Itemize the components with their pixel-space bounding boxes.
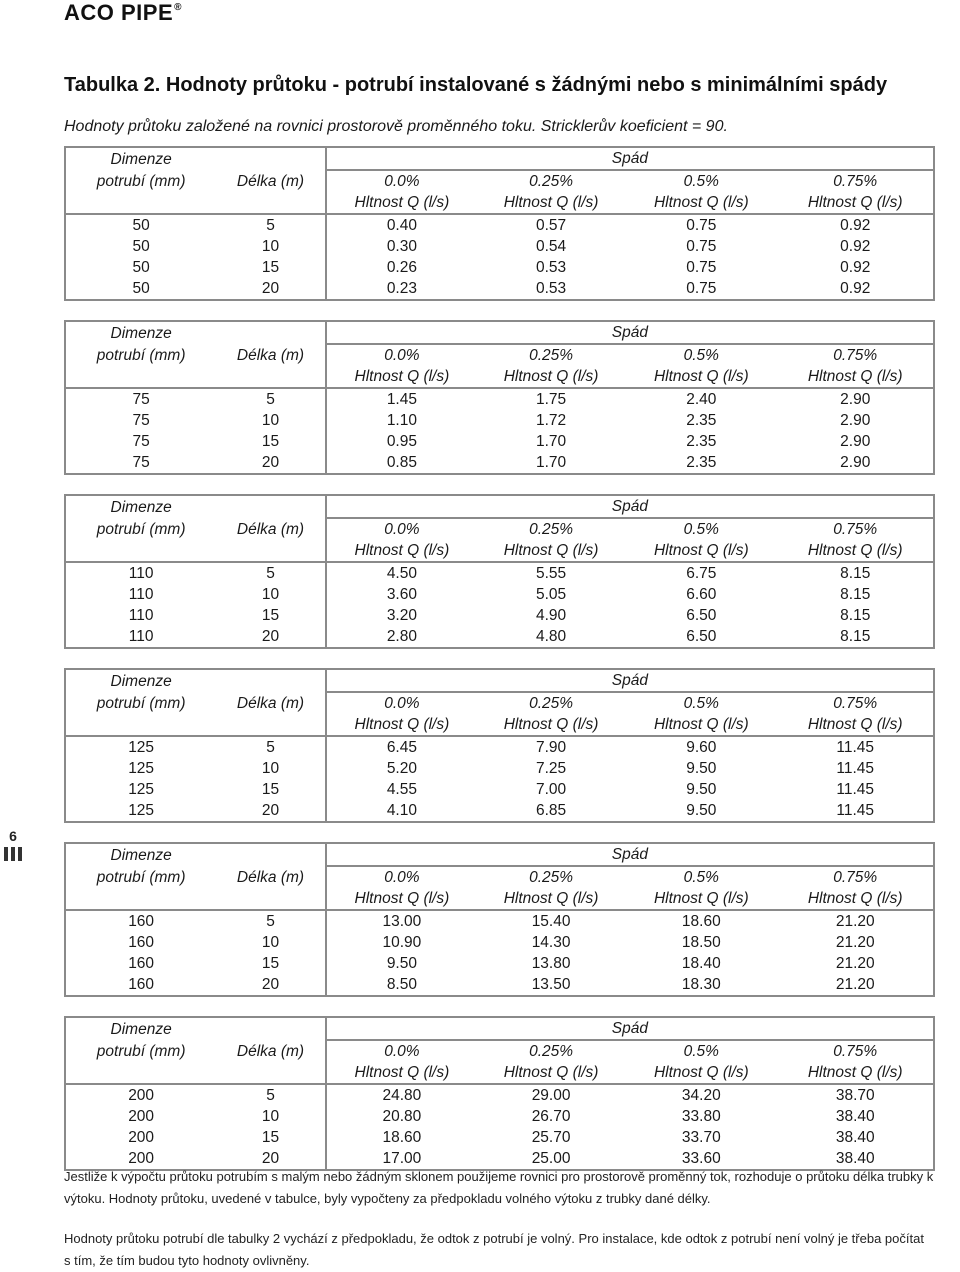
hltnost-label: Hltnost Q (l/s) — [625, 1062, 777, 1084]
flow-value-cell: 10.90 — [382, 934, 422, 951]
flow-value-cell: 7.25 — [536, 760, 567, 777]
flow-value-cell: 7.90 — [536, 739, 567, 756]
flow-value-cell: 18.30 — [681, 976, 721, 993]
flow-value-cell: 2.35 — [686, 412, 717, 429]
table-row — [65, 974, 934, 996]
flow-value-cell: 0.57 — [536, 217, 567, 234]
dimenze-label: Dimenze — [110, 498, 172, 516]
flow-value-cell: 6.85 — [536, 802, 567, 819]
page-marker-bars — [2, 847, 24, 861]
table-row — [65, 257, 934, 278]
length-cell: 15 — [216, 431, 326, 452]
header-row — [65, 540, 934, 562]
potrubi-label: potrubí (mm) — [96, 868, 186, 886]
flow-value-cell: 25.00 — [531, 1150, 571, 1167]
dimension-cell: 50 — [132, 259, 150, 276]
flow-value-cell: 5.05 — [536, 586, 567, 603]
hltnost-label: Hltnost Q (l/s) — [326, 888, 477, 910]
dimenze-label: Dimenze — [110, 1020, 172, 1038]
flow-value-cell: 2.90 — [840, 412, 871, 429]
flow-value-cell: 2.40 — [686, 391, 717, 408]
dimension-cell: 160 — [128, 955, 155, 972]
flow-value-cell: 0.85 — [386, 454, 417, 471]
flow-value-cell: 1.70 — [536, 433, 567, 450]
hltnost-label: Hltnost Q (l/s) — [625, 888, 777, 910]
header-row — [65, 1017, 934, 1040]
flow-value-cell: 11.45 — [836, 739, 875, 756]
spad-label: Spád — [326, 669, 934, 692]
dimension-cell: 75 — [132, 412, 150, 429]
flow-value-cell: 5.55 — [536, 565, 567, 582]
dimension-cell: 110 — [128, 628, 154, 645]
hltnost-label: Hltnost Q (l/s) — [625, 366, 777, 388]
flow-value-cell: 21.20 — [835, 934, 875, 951]
dimension-cell: 125 — [128, 802, 155, 819]
flow-value-cell: 0.75 — [686, 259, 717, 276]
flow-value-cell: 21.20 — [835, 976, 875, 993]
empty-cell — [216, 147, 326, 170]
table-row — [65, 736, 934, 758]
flow-table — [64, 146, 935, 301]
slope-label: 0.5% — [683, 1043, 719, 1060]
flow-value-cell: 20.80 — [382, 1108, 422, 1125]
page-title: Tabulka 2. Hodnoty průtoku - potrubí instalované s žádnými nebo s minimálními spády — [64, 74, 888, 96]
flow-tables — [64, 146, 935, 1190]
length-cell: 10 — [216, 410, 326, 431]
length-cell: 15 — [216, 1127, 326, 1148]
header-row — [65, 192, 934, 214]
empty-cell — [216, 843, 326, 866]
flow-value-cell: 18.50 — [681, 934, 721, 951]
slope-label: 0.75% — [833, 173, 878, 190]
table-row — [65, 431, 934, 452]
header-row — [65, 518, 934, 540]
table-row — [65, 910, 934, 932]
delka-label: Délka (m) — [216, 866, 326, 888]
slope-label: 0.25% — [529, 347, 574, 364]
flow-value-cell: 38.40 — [835, 1150, 875, 1167]
flow-value-cell: 2.90 — [840, 454, 871, 471]
flow-value-cell: 1.45 — [386, 391, 417, 408]
page-subtitle: Hodnoty průtoku založené na rovnici prostorově proměnného toku. Stricklerův koeficient = 90. — [64, 118, 728, 135]
flow-table — [64, 320, 935, 475]
hltnost-label: Hltnost Q (l/s) — [777, 366, 934, 388]
length-cell: 10 — [216, 932, 326, 953]
flow-value-cell: 0.75 — [686, 238, 717, 255]
flow-value-cell: 4.10 — [386, 802, 417, 819]
flow-value-cell: 18.60 — [681, 913, 721, 930]
table-row — [65, 452, 934, 474]
flow-value-cell: 9.50 — [686, 781, 717, 798]
slope-label: 0.5% — [683, 521, 719, 538]
table-row — [65, 214, 934, 236]
empty-cell — [216, 321, 326, 344]
dimension-cell: 50 — [132, 238, 150, 255]
page-number: 6 — [9, 828, 17, 844]
empty-cell — [65, 1062, 216, 1084]
potrubi-label: potrubí (mm) — [96, 172, 186, 190]
slope-label: 0.5% — [683, 173, 719, 190]
dimenze-label: Dimenze — [110, 150, 172, 168]
footnote-2: Hodnoty průtoku potrubí dle tabulky 2 vychází z předpokladu, že odtok z potrubí je volný. Pro instalace, kde odtok z potrubí není volný je třeba počítat s tím, že tím budou tyto hodnoty ovlivněny. — [64, 1231, 924, 1268]
hltnost-label: Hltnost Q (l/s) — [326, 1062, 477, 1084]
slope-label: 0.0% — [384, 173, 420, 190]
flow-table — [64, 668, 935, 823]
slope-label: 0.25% — [529, 173, 574, 190]
hltnost-label: Hltnost Q (l/s) — [326, 192, 477, 214]
flow-value-cell: 18.40 — [681, 955, 721, 972]
empty-cell — [216, 366, 326, 388]
length-cell: 5 — [216, 562, 326, 584]
dimension-cell: 125 — [128, 781, 155, 798]
header-row — [65, 170, 934, 192]
flow-value-cell: 13.50 — [531, 976, 571, 993]
flow-value-cell: 38.40 — [835, 1108, 875, 1125]
spad-label: Spád — [326, 843, 934, 866]
potrubi-label: potrubí (mm) — [96, 1042, 186, 1060]
slope-label: 0.75% — [833, 869, 878, 886]
table-row — [65, 236, 934, 257]
empty-cell — [216, 714, 326, 736]
flow-table — [64, 842, 935, 997]
header-row — [65, 714, 934, 736]
flow-value-cell: 38.40 — [835, 1129, 875, 1146]
slope-label: 0.75% — [833, 695, 878, 712]
table-row — [65, 1127, 934, 1148]
header-row — [65, 888, 934, 910]
length-cell: 10 — [216, 1106, 326, 1127]
length-cell: 5 — [216, 910, 326, 932]
flow-value-cell: 0.92 — [840, 280, 871, 297]
table-row — [65, 1106, 934, 1127]
dimension-cell: 50 — [132, 217, 150, 234]
flow-value-cell: 0.53 — [536, 259, 567, 276]
length-cell: 15 — [216, 605, 326, 626]
empty-cell — [216, 192, 326, 214]
flow-value-cell: 15.40 — [531, 913, 571, 930]
table-row — [65, 626, 934, 648]
header-row — [65, 1040, 934, 1062]
flow-value-cell: 3.60 — [386, 586, 417, 603]
dimenze-label: Dimenze — [110, 672, 172, 690]
header-row — [65, 866, 934, 888]
length-cell: 5 — [216, 388, 326, 410]
dimenze-label: Dimenze — [110, 324, 172, 342]
flow-value-cell: 5.20 — [386, 760, 417, 777]
flow-value-cell: 6.45 — [386, 739, 417, 756]
hltnost-label: Hltnost Q (l/s) — [777, 1062, 934, 1084]
table-row — [65, 605, 934, 626]
table-row — [65, 800, 934, 822]
slope-label: 0.5% — [683, 695, 719, 712]
length-cell: 10 — [216, 236, 326, 257]
hltnost-label: Hltnost Q (l/s) — [777, 540, 934, 562]
slope-label: 0.0% — [384, 695, 420, 712]
table-row — [65, 953, 934, 974]
flow-value-cell: 25.70 — [531, 1129, 571, 1146]
header-row — [65, 669, 934, 692]
flow-value-cell: 8.50 — [386, 976, 417, 993]
flow-value-cell: 33.80 — [681, 1108, 721, 1125]
length-cell: 20 — [216, 626, 326, 648]
dimension-cell: 110 — [128, 586, 154, 603]
flow-value-cell: 4.90 — [536, 607, 567, 624]
table-row — [65, 758, 934, 779]
flow-table — [64, 1016, 935, 1171]
header-row — [65, 692, 934, 714]
dimension-cell: 200 — [128, 1108, 155, 1125]
length-cell: 20 — [216, 452, 326, 474]
flow-value-cell: 8.15 — [840, 565, 871, 582]
flow-value-cell: 2.90 — [840, 433, 871, 450]
slope-label: 0.25% — [529, 1043, 574, 1060]
flow-value-cell: 0.95 — [386, 433, 417, 450]
flow-value-cell: 6.50 — [686, 607, 717, 624]
flow-value-cell: 21.20 — [835, 913, 875, 930]
slope-label: 0.75% — [833, 1043, 878, 1060]
page-marker — [2, 828, 26, 861]
slope-label: 0.0% — [384, 521, 420, 538]
flow-value-cell: 2.80 — [386, 628, 417, 645]
slope-label: 0.0% — [384, 347, 420, 364]
dimension-cell: 160 — [128, 913, 155, 930]
spad-label: Spád — [326, 321, 934, 344]
flow-value-cell: 0.75 — [686, 217, 717, 234]
empty-cell — [65, 192, 216, 214]
flow-value-cell: 13.00 — [382, 913, 422, 930]
empty-cell — [216, 888, 326, 910]
header-row — [65, 843, 934, 866]
potrubi-label: potrubí (mm) — [96, 694, 186, 712]
hltnost-label: Hltnost Q (l/s) — [477, 888, 625, 910]
table-row — [65, 278, 934, 300]
flow-value-cell: 33.70 — [681, 1129, 721, 1146]
potrubi-label: potrubí (mm) — [96, 346, 186, 364]
dimension-cell: 50 — [132, 280, 150, 297]
spad-label: Spád — [326, 495, 934, 518]
dimenze-label: Dimenze — [110, 846, 172, 864]
hltnost-label: Hltnost Q (l/s) — [625, 192, 777, 214]
flow-value-cell: 26.70 — [531, 1108, 571, 1125]
hltnost-label: Hltnost Q (l/s) — [326, 714, 477, 736]
empty-cell — [65, 714, 216, 736]
delka-label: Délka (m) — [216, 518, 326, 540]
table-row — [65, 584, 934, 605]
hltnost-label: Hltnost Q (l/s) — [777, 714, 934, 736]
flow-value-cell: 34.20 — [681, 1087, 721, 1104]
flow-value-cell: 11.45 — [836, 760, 875, 777]
flow-value-cell: 38.70 — [835, 1087, 875, 1104]
header-row — [65, 495, 934, 518]
flow-value-cell: 11.45 — [836, 802, 875, 819]
flow-value-cell: 4.50 — [386, 565, 417, 582]
flow-value-cell: 8.15 — [840, 607, 871, 624]
dimension-cell: 75 — [132, 391, 150, 408]
flow-value-cell: 4.55 — [386, 781, 417, 798]
slope-label: 0.25% — [529, 869, 574, 886]
delka-label: Délka (m) — [216, 170, 326, 192]
slope-label: 0.25% — [529, 521, 574, 538]
slope-label: 0.0% — [384, 1043, 420, 1060]
spad-label: Spád — [326, 147, 934, 170]
header-row — [65, 344, 934, 366]
flow-value-cell: 33.60 — [681, 1150, 721, 1167]
header-row — [65, 1062, 934, 1084]
dimension-cell: 200 — [128, 1087, 155, 1104]
empty-cell — [65, 366, 216, 388]
length-cell: 5 — [216, 214, 326, 236]
slope-label: 0.75% — [833, 521, 878, 538]
table-row — [65, 410, 934, 431]
flow-value-cell: 7.00 — [536, 781, 567, 798]
flow-value-cell: 9.50 — [686, 760, 717, 777]
empty-cell — [216, 1017, 326, 1040]
empty-cell — [216, 495, 326, 518]
flow-table — [64, 494, 935, 649]
slope-label: 0.0% — [384, 869, 420, 886]
flow-value-cell: 1.10 — [386, 412, 417, 429]
dimension-cell: 110 — [128, 565, 154, 582]
registered-mark: ® — [174, 2, 183, 13]
flow-value-cell: 14.30 — [531, 934, 571, 951]
hltnost-label: Hltnost Q (l/s) — [477, 192, 625, 214]
flow-value-cell: 0.92 — [840, 217, 871, 234]
table-row — [65, 388, 934, 410]
length-cell: 15 — [216, 779, 326, 800]
dimension-cell: 200 — [128, 1150, 155, 1167]
length-cell: 20 — [216, 278, 326, 300]
flow-value-cell: 9.50 — [686, 802, 717, 819]
flow-value-cell: 24.80 — [382, 1087, 422, 1104]
flow-value-cell: 0.26 — [386, 259, 417, 276]
hltnost-label: Hltnost Q (l/s) — [326, 540, 477, 562]
flow-value-cell: 0.40 — [386, 217, 417, 234]
flow-value-cell: 9.60 — [686, 739, 717, 756]
table-row — [65, 932, 934, 953]
flow-value-cell: 0.92 — [840, 259, 871, 276]
length-cell: 15 — [216, 953, 326, 974]
table-row — [65, 779, 934, 800]
empty-cell — [65, 540, 216, 562]
header-row — [65, 147, 934, 170]
flow-value-cell: 11.45 — [836, 781, 875, 798]
flow-value-cell: 0.54 — [536, 238, 567, 255]
flow-value-cell: 1.72 — [536, 412, 567, 429]
flow-value-cell: 1.70 — [536, 454, 567, 471]
empty-cell — [216, 1062, 326, 1084]
flow-value-cell: 0.30 — [386, 238, 417, 255]
length-cell: 20 — [216, 800, 326, 822]
flow-value-cell: 4.80 — [536, 628, 567, 645]
dimension-cell: 200 — [128, 1129, 155, 1146]
hltnost-label: Hltnost Q (l/s) — [777, 888, 934, 910]
hltnost-label: Hltnost Q (l/s) — [477, 714, 625, 736]
flow-value-cell: 0.53 — [536, 280, 567, 297]
flow-value-cell: 3.20 — [386, 607, 417, 624]
flow-value-cell: 0.75 — [686, 280, 717, 297]
hltnost-label: Hltnost Q (l/s) — [326, 366, 477, 388]
delka-label: Délka (m) — [216, 692, 326, 714]
header-row — [65, 321, 934, 344]
flow-value-cell: 1.75 — [536, 391, 567, 408]
flow-value-cell: 17.00 — [382, 1150, 422, 1167]
table-row — [65, 562, 934, 584]
flow-value-cell: 8.15 — [840, 586, 871, 603]
hltnost-label: Hltnost Q (l/s) — [625, 714, 777, 736]
empty-cell — [65, 888, 216, 910]
flow-value-cell: 21.20 — [835, 955, 875, 972]
hltnost-label: Hltnost Q (l/s) — [477, 540, 625, 562]
length-cell: 10 — [216, 584, 326, 605]
table-row — [65, 1084, 934, 1106]
slope-label: 0.5% — [683, 869, 719, 886]
hltnost-label: Hltnost Q (l/s) — [477, 1062, 625, 1084]
hltnost-label: Hltnost Q (l/s) — [777, 192, 934, 214]
length-cell: 15 — [216, 257, 326, 278]
slope-label: 0.75% — [833, 347, 878, 364]
footnote-1: Jestliže k výpočtu průtoku potrubím s malým nebo žádným sklonem použijeme rovnici pro prostorově proměnný tok, rozhoduje o průtoku délka trubky k výtoku. Hodnoty průtoku, uvedené v tabulce, byly vypočteny za předpokladu volného výtoku z trubky dané délky. — [64, 1169, 934, 1206]
flow-value-cell: 6.60 — [686, 586, 717, 603]
dimension-cell: 125 — [128, 739, 155, 756]
empty-cell — [216, 669, 326, 692]
flow-value-cell: 8.15 — [840, 628, 871, 645]
flow-value-cell: 6.50 — [686, 628, 717, 645]
hltnost-label: Hltnost Q (l/s) — [625, 540, 777, 562]
length-cell: 5 — [216, 736, 326, 758]
flow-value-cell: 29.00 — [531, 1087, 571, 1104]
header-row — [65, 366, 934, 388]
slope-label: 0.5% — [683, 347, 719, 364]
potrubi-label: potrubí (mm) — [96, 520, 186, 538]
dimension-cell: 160 — [128, 934, 155, 951]
delka-label: Délka (m) — [216, 344, 326, 366]
brand-name: ACO PIPE — [64, 0, 174, 25]
brand-logo — [64, 0, 182, 26]
dimension-cell: 125 — [128, 760, 155, 777]
flow-value-cell: 0.92 — [840, 238, 871, 255]
flow-value-cell: 9.50 — [386, 955, 417, 972]
delka-label: Délka (m) — [216, 1040, 326, 1062]
length-cell: 5 — [216, 1084, 326, 1106]
flow-value-cell: 2.90 — [840, 391, 871, 408]
dimension-cell: 75 — [132, 454, 150, 471]
empty-cell — [216, 540, 326, 562]
flow-value-cell: 2.35 — [686, 454, 717, 471]
flow-value-cell: 13.80 — [531, 955, 571, 972]
dimension-cell: 75 — [132, 433, 150, 450]
flow-value-cell: 2.35 — [686, 433, 717, 450]
length-cell: 20 — [216, 1148, 326, 1170]
hltnost-label: Hltnost Q (l/s) — [477, 366, 625, 388]
spad-label: Spád — [326, 1017, 934, 1040]
dimension-cell: 160 — [128, 976, 155, 993]
dimension-cell: 110 — [128, 607, 154, 624]
flow-value-cell: 0.23 — [386, 280, 417, 297]
length-cell: 20 — [216, 974, 326, 996]
flow-value-cell: 6.75 — [686, 565, 717, 582]
flow-value-cell: 18.60 — [382, 1129, 422, 1146]
length-cell: 10 — [216, 758, 326, 779]
slope-label: 0.25% — [529, 695, 574, 712]
